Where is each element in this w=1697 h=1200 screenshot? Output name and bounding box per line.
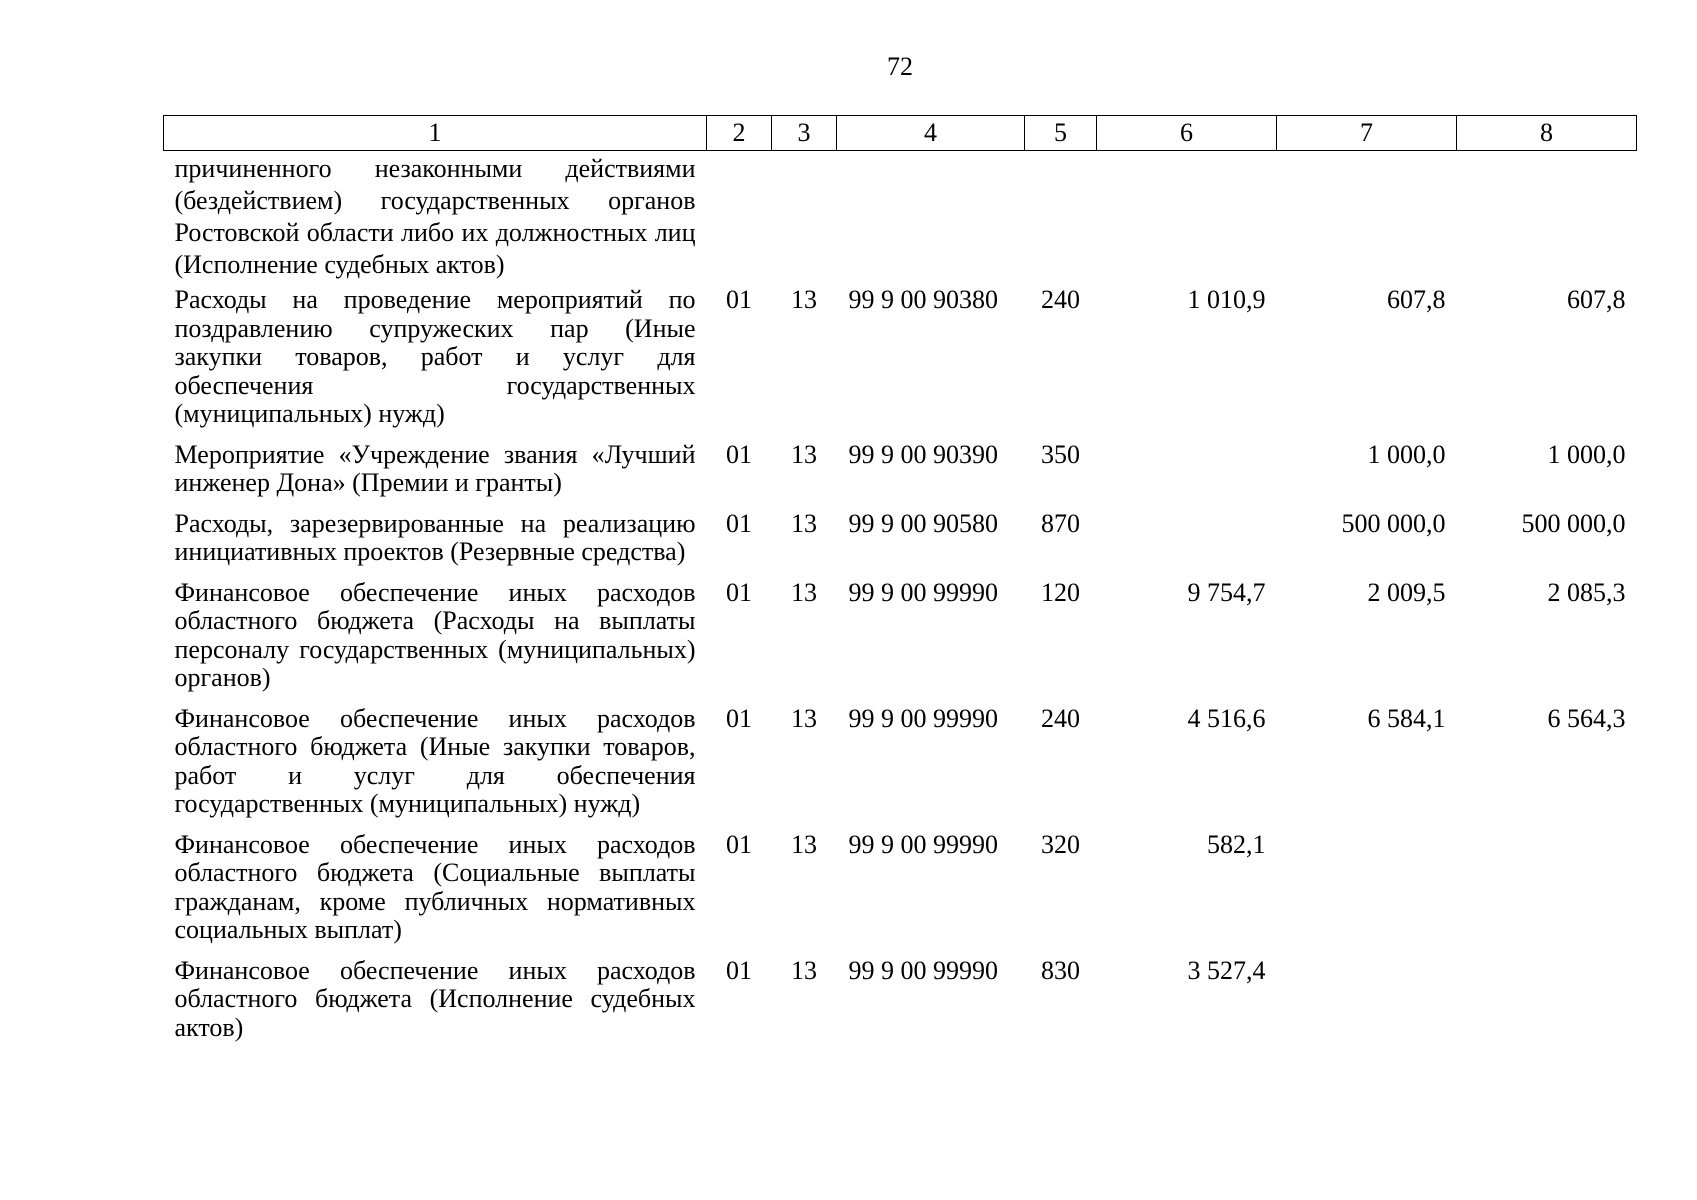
empty-cell (772, 151, 837, 284)
target-article-code: 99 9 00 99990 (848, 829, 998, 859)
section-code: 01 (726, 703, 752, 733)
header-col-2: 2 (707, 116, 772, 151)
table-row (164, 283, 1637, 438)
empty-cell (1457, 151, 1637, 284)
subsection-code: 13 (791, 285, 817, 314)
expense-type-code: 120 (1041, 577, 1080, 607)
header-col-6: 6 (1097, 116, 1277, 151)
target-article-code: 99 9 00 90580 (848, 508, 998, 538)
subsection-code: 13 (791, 439, 817, 469)
empty-cell (1025, 151, 1097, 284)
amount-col-7: 6 584,1 (1367, 703, 1446, 733)
table-row (164, 954, 1637, 1052)
expense-type-code: 830 (1041, 955, 1080, 985)
amount-col-8: 6 564,3 (1547, 703, 1626, 733)
header-row (164, 116, 1637, 151)
amount-col-6 (1097, 438, 1277, 507)
subsection-code: 13 (791, 703, 817, 733)
header-col-8: 8 (1457, 116, 1637, 151)
empty-cell (1097, 151, 1277, 284)
amount-col-6: 3 527,4 (1187, 955, 1266, 985)
row-description: Расходы на проведение мероприятий по поздравлению супружеских пар (Иные закупки товаров, работ и услуг для обеспечения государственных (муниципальных) нужд) (174, 285, 696, 428)
amount-col-7: 500 000,0 (1341, 508, 1446, 538)
row-description: Финансовое обеспечение иных расходов областного бюджета (Иные закупки товаров, работ и услуг для обеспечения государственных (муниципальных) нужд) (174, 703, 696, 818)
amount-col-8: 607,8 (1567, 285, 1626, 314)
section-code: 01 (726, 577, 752, 607)
row-description: Мероприятие «Учреждение звания «Лучший инженер Дона» (Премии и гранты) (174, 439, 696, 497)
target-article-code: 99 9 00 99990 (848, 577, 998, 607)
section-code: 01 (726, 439, 752, 469)
row-description: Финансовое обеспечение иных расходов областного бюджета (Расходы на выплаты персоналу государственных (муниципальных) органов) (174, 577, 696, 692)
table-row (164, 576, 1637, 702)
table-header (164, 116, 1637, 151)
amount-col-6: 4 516,6 (1187, 703, 1266, 733)
table-row (164, 507, 1637, 576)
header-col-7: 7 (1277, 116, 1457, 151)
row-description: Финансовое обеспечение иных расходов областного бюджета (Социальные выплаты гражданам, кроме публичных нормативных социальных выплат) (174, 829, 696, 944)
target-article-code: 99 9 00 99990 (848, 703, 998, 733)
amount-col-7 (1277, 954, 1457, 1052)
section-code: 01 (726, 829, 752, 859)
page-number: 72 (887, 52, 913, 81)
expense-type-code: 240 (1041, 703, 1080, 733)
table-row (164, 438, 1637, 507)
subsection-code: 13 (791, 508, 817, 538)
amount-col-6: 9 754,7 (1187, 577, 1266, 607)
amount-col-8: 500 000,0 (1521, 508, 1626, 538)
amount-col-7: 1 000,0 (1367, 439, 1446, 469)
continuation-description: причиненного незаконными действиями (бездействием) государственных органов Ростовской области либо их должностных лиц (Исполнение судебных актов) (174, 154, 696, 279)
amount-col-7: 607,8 (1387, 285, 1446, 314)
subsection-code: 13 (791, 577, 817, 607)
section-code: 01 (726, 955, 752, 985)
header-col-3: 3 (772, 116, 837, 151)
amount-col-7 (1277, 828, 1457, 954)
amount-col-8: 2 085,3 (1547, 577, 1626, 607)
target-article-code: 99 9 00 99990 (848, 955, 998, 985)
amount-col-6 (1097, 507, 1277, 576)
empty-cell (1277, 151, 1457, 284)
table-row (164, 828, 1637, 954)
amount-col-8: 1 000,0 (1547, 439, 1626, 469)
empty-cell (837, 151, 1025, 284)
amount-col-6: 1 010,9 (1187, 285, 1266, 314)
expense-type-code: 320 (1041, 829, 1080, 859)
continuation-row (164, 151, 1637, 284)
header-col-1: 1 (164, 116, 707, 151)
table-row (164, 702, 1637, 828)
row-description: Финансовое обеспечение иных расходов областного бюджета (Исполнение судебных актов) (174, 955, 696, 1042)
section-code: 01 (726, 285, 752, 314)
subsection-code: 13 (791, 829, 817, 859)
expense-type-code: 240 (1041, 285, 1080, 314)
amount-col-7: 2 009,5 (1367, 577, 1446, 607)
header-col-5: 5 (1025, 116, 1097, 151)
target-article-code: 99 9 00 90390 (848, 439, 998, 469)
expense-type-code: 870 (1041, 508, 1080, 538)
expense-type-code: 350 (1041, 439, 1080, 469)
subsection-code: 13 (791, 955, 817, 985)
amount-col-8 (1457, 828, 1637, 954)
empty-cell (707, 151, 772, 284)
table-body (164, 151, 1637, 1052)
budget-table (163, 115, 1637, 1051)
target-article-code: 99 9 00 90380 (848, 285, 998, 314)
header-col-4: 4 (837, 116, 1025, 151)
row-description: Расходы, зарезервированные на реализацию инициативных проектов (Резервные средства) (174, 508, 696, 566)
amount-col-8 (1457, 954, 1637, 1052)
amount-col-6: 582,1 (1207, 829, 1266, 859)
section-code: 01 (726, 508, 752, 538)
